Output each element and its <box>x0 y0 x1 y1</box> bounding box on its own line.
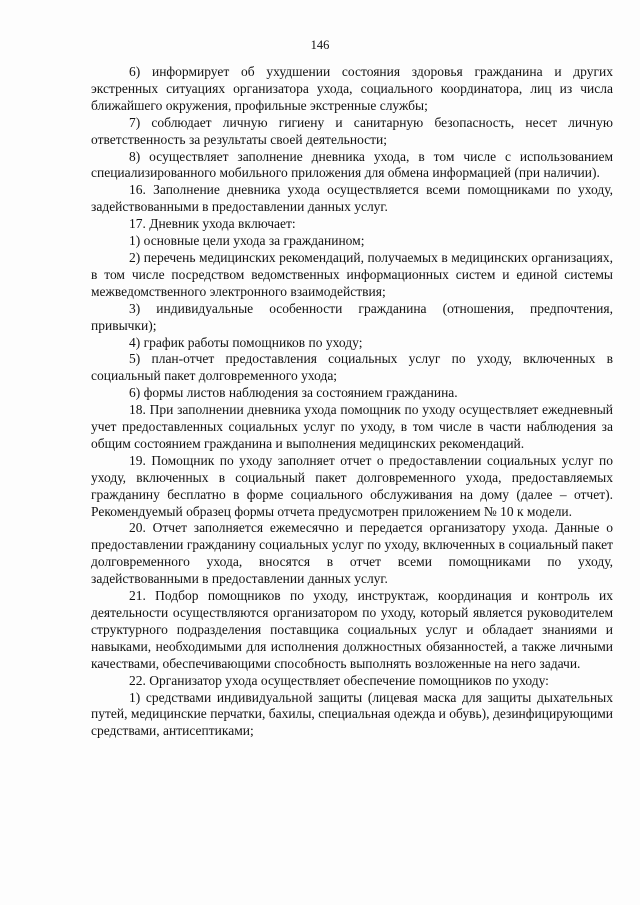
document-body <box>91 64 613 740</box>
paragraph: 16. Заполнение дневника ухода осуществляется всеми помощниками по уходу, задействованными в предоставлении данных услуг. <box>91 182 613 215</box>
paragraph: 21. Подбор помощников по уходу, инструктаж, координация и контроль их деятельности осуществляются организатором по уходу, который является руководителем структурного подразделения поставщика социальных услуг и обладает знаниями и навыками, необходимыми для исполнения должностных обязанностей, а также личными качествами, обеспечивающими способность выполнять возложенные на него задачи. <box>91 588 613 671</box>
paragraph: 20. Отчет заполняется ежемесячно и передается организатору ухода. Данные о предоставлении гражданину социальных услуг по уходу, включенных в социальный пакет долговременного ухода, вносятся в отчет всеми помощниками по уходу, задействованными в предоставлении данных услуг. <box>91 520 613 587</box>
paragraph: 6) информирует об ухудшении состояния здоровья гражданина и других экстренных ситуациях организатора ухода, социального координатора, лиц из числа ближайшего окружения, профильные экстренные службы; <box>91 64 613 113</box>
paragraph: 1) средствами индивидуальной защиты (лицевая маска для защиты дыхательных путей, медицинские перчатки, бахилы, специальная одежда и обувь), дезинфицирующими средствами, антисептиками; <box>91 689 613 739</box>
paragraph: 22. Организатор ухода осуществляет обеспечение помощников по уходу: <box>129 672 549 688</box>
paragraph: 1) основные цели ухода за гражданином; <box>129 233 365 249</box>
paragraph: 7) соблюдает личную гигиену и санитарную безопасность, несет личную ответственность за результаты своей деятельности; <box>91 114 613 147</box>
paragraph: 2) перечень медицинских рекомендаций, получаемых в медицинских организациях, в том числе посредством ведомственных информационных систем и единой системы межведомственного электронного взаимодействия; <box>91 249 613 299</box>
paragraph: 8) осуществляет заполнение дневника ухода, в том числе с использованием специализированного мобильного приложения для обмена информацией (при наличии). <box>91 148 613 181</box>
paragraph: 19. Помощник по уходу заполняет отчет о предоставлении социальных услуг по уходу, включенных в социальный пакет долговременного ухода, предоставляемых гражданину бесплатно в форме социального обслуживания на дому (далее – отчет). Рекомендуемый образец формы отчета предусмотрен приложением № 10 к модели. <box>91 452 613 519</box>
paragraph: 17. Дневник ухода включает: <box>129 216 296 232</box>
paragraph: 5) план-отчет предоставления социальных услуг по уходу, включенных в социальный пакет долговременного ухода; <box>91 351 613 384</box>
paragraph: 4) график работы помощников по уходу; <box>129 334 363 350</box>
paragraph: 3) индивидуальные особенности гражданина (отношения, предпочтения, привычки); <box>91 300 613 333</box>
paragraph: 6) формы листов наблюдения за состоянием гражданина. <box>129 385 458 401</box>
paragraph: 18. При заполнении дневника ухода помощник по уходу осуществляет ежедневный учет предоставленных социальных услуг по уходу, в том числе в части наблюдения за общим состоянием гражданина и выполнения медицинских рекомендаций. <box>91 402 613 451</box>
page-number: 146 <box>310 38 330 52</box>
